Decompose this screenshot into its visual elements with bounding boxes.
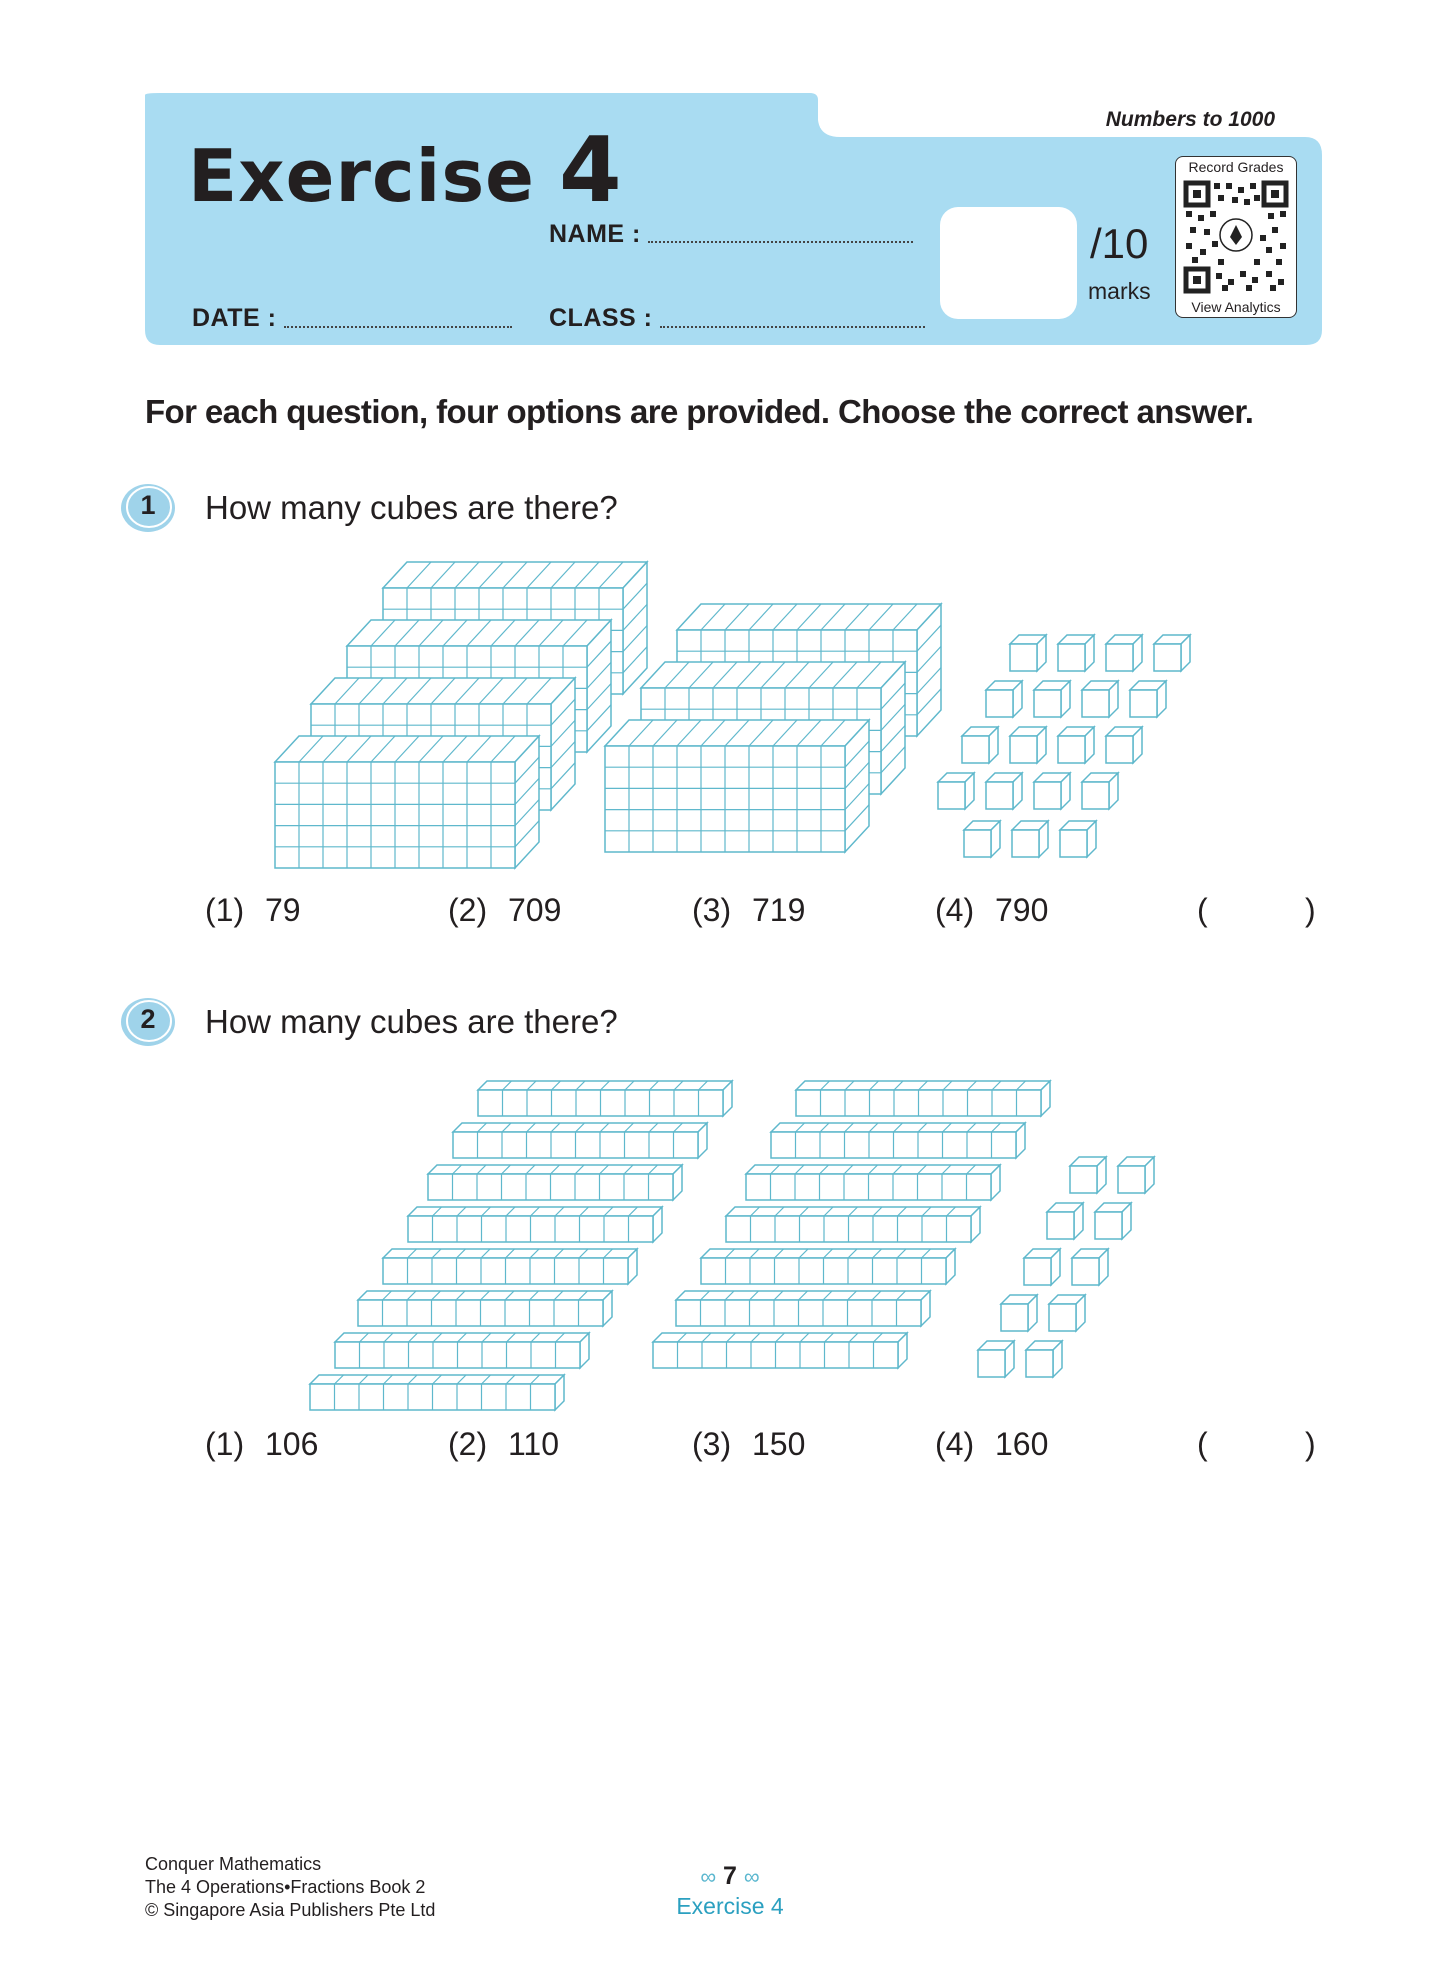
footer-exercise-label: Exercise 4 — [676, 1893, 784, 1919]
right-flourish-icon: ∞ — [743, 1864, 760, 1889]
exercise-word: Exercise — [188, 134, 536, 218]
score-unit: marks — [1088, 278, 1151, 304]
option-value: 790 — [995, 892, 1049, 928]
unit-cube-2-front — [1047, 1212, 1074, 1239]
option-label: (1) — [205, 892, 245, 928]
unit-cube-7-front — [1049, 1304, 1076, 1331]
unit-cube-0-front — [1070, 1166, 1097, 1193]
question-2-answer-close: ) — [1305, 1426, 1316, 1462]
question-2-option-3[interactable] — [692, 1426, 805, 1463]
qr-bottom-label: View Analytics — [1191, 299, 1281, 315]
option-value: 160 — [995, 1426, 1049, 1462]
footer-book-info — [145, 1853, 435, 1922]
question-1-answer-close: ) — [1305, 892, 1316, 928]
option-value: 79 — [265, 892, 301, 928]
date-label: DATE : — [192, 304, 277, 332]
option-label: (3) — [692, 892, 732, 928]
question-2-text: How many cubes are there? — [205, 1003, 618, 1040]
option-label: (1) — [205, 1426, 245, 1462]
exercise-number: 4 — [559, 118, 623, 223]
instruction-text: For each question, four options are provided. Choose the correct answer. — [145, 393, 1254, 430]
option-label: (4) — [935, 892, 975, 928]
option-label: (4) — [935, 1426, 975, 1462]
name-label: NAME : — [549, 220, 641, 248]
option-value: 150 — [752, 1426, 806, 1462]
unit-cube-4-front — [1024, 1258, 1051, 1285]
footer-line-3: © Singapore Asia Publishers Pte Ltd — [145, 1900, 436, 1920]
qr-top-label: Record Grades — [1188, 159, 1284, 175]
score-total: /10 — [1090, 220, 1149, 267]
option-label: (3) — [692, 1426, 732, 1462]
question-1-number: 1 — [140, 490, 156, 520]
class-label: CLASS : — [549, 304, 653, 332]
page-number: 7 — [723, 1862, 737, 1890]
unit-cube-5-front — [1072, 1258, 1099, 1285]
unit-cube-1-front — [1118, 1166, 1145, 1193]
unit-cube-9-front — [1026, 1350, 1053, 1377]
unit-cube-3-front — [1095, 1212, 1122, 1239]
option-value: 719 — [752, 892, 806, 928]
question-2-option-2[interactable] — [448, 1426, 559, 1463]
footer-line-1: Conquer Mathematics — [145, 1854, 322, 1874]
question-2-option-4[interactable] — [935, 1426, 1048, 1463]
question-2-answer-open: ( — [1197, 1426, 1208, 1462]
option-label: (2) — [448, 1426, 488, 1462]
footer-page — [680, 1862, 780, 1891]
unit-cube-6-front — [1001, 1304, 1028, 1331]
question-2-option-1[interactable] — [205, 1426, 318, 1463]
unit-cube-8-front — [978, 1350, 1005, 1377]
option-value: 110 — [508, 1426, 560, 1462]
option-value: 709 — [508, 892, 562, 928]
question-2-number: 2 — [140, 1004, 156, 1034]
left-flourish-icon: ∞ — [700, 1864, 717, 1889]
question-1-answer-open: ( — [1197, 892, 1208, 928]
topic-label: Numbers to 1000 — [1105, 108, 1275, 131]
question-1-text: How many cubes are there? — [205, 489, 618, 526]
option-value: 106 — [265, 1426, 319, 1462]
option-label: (2) — [448, 892, 488, 928]
footer-line-2: The 4 Operations•Fractions Book 2 — [145, 1877, 426, 1897]
